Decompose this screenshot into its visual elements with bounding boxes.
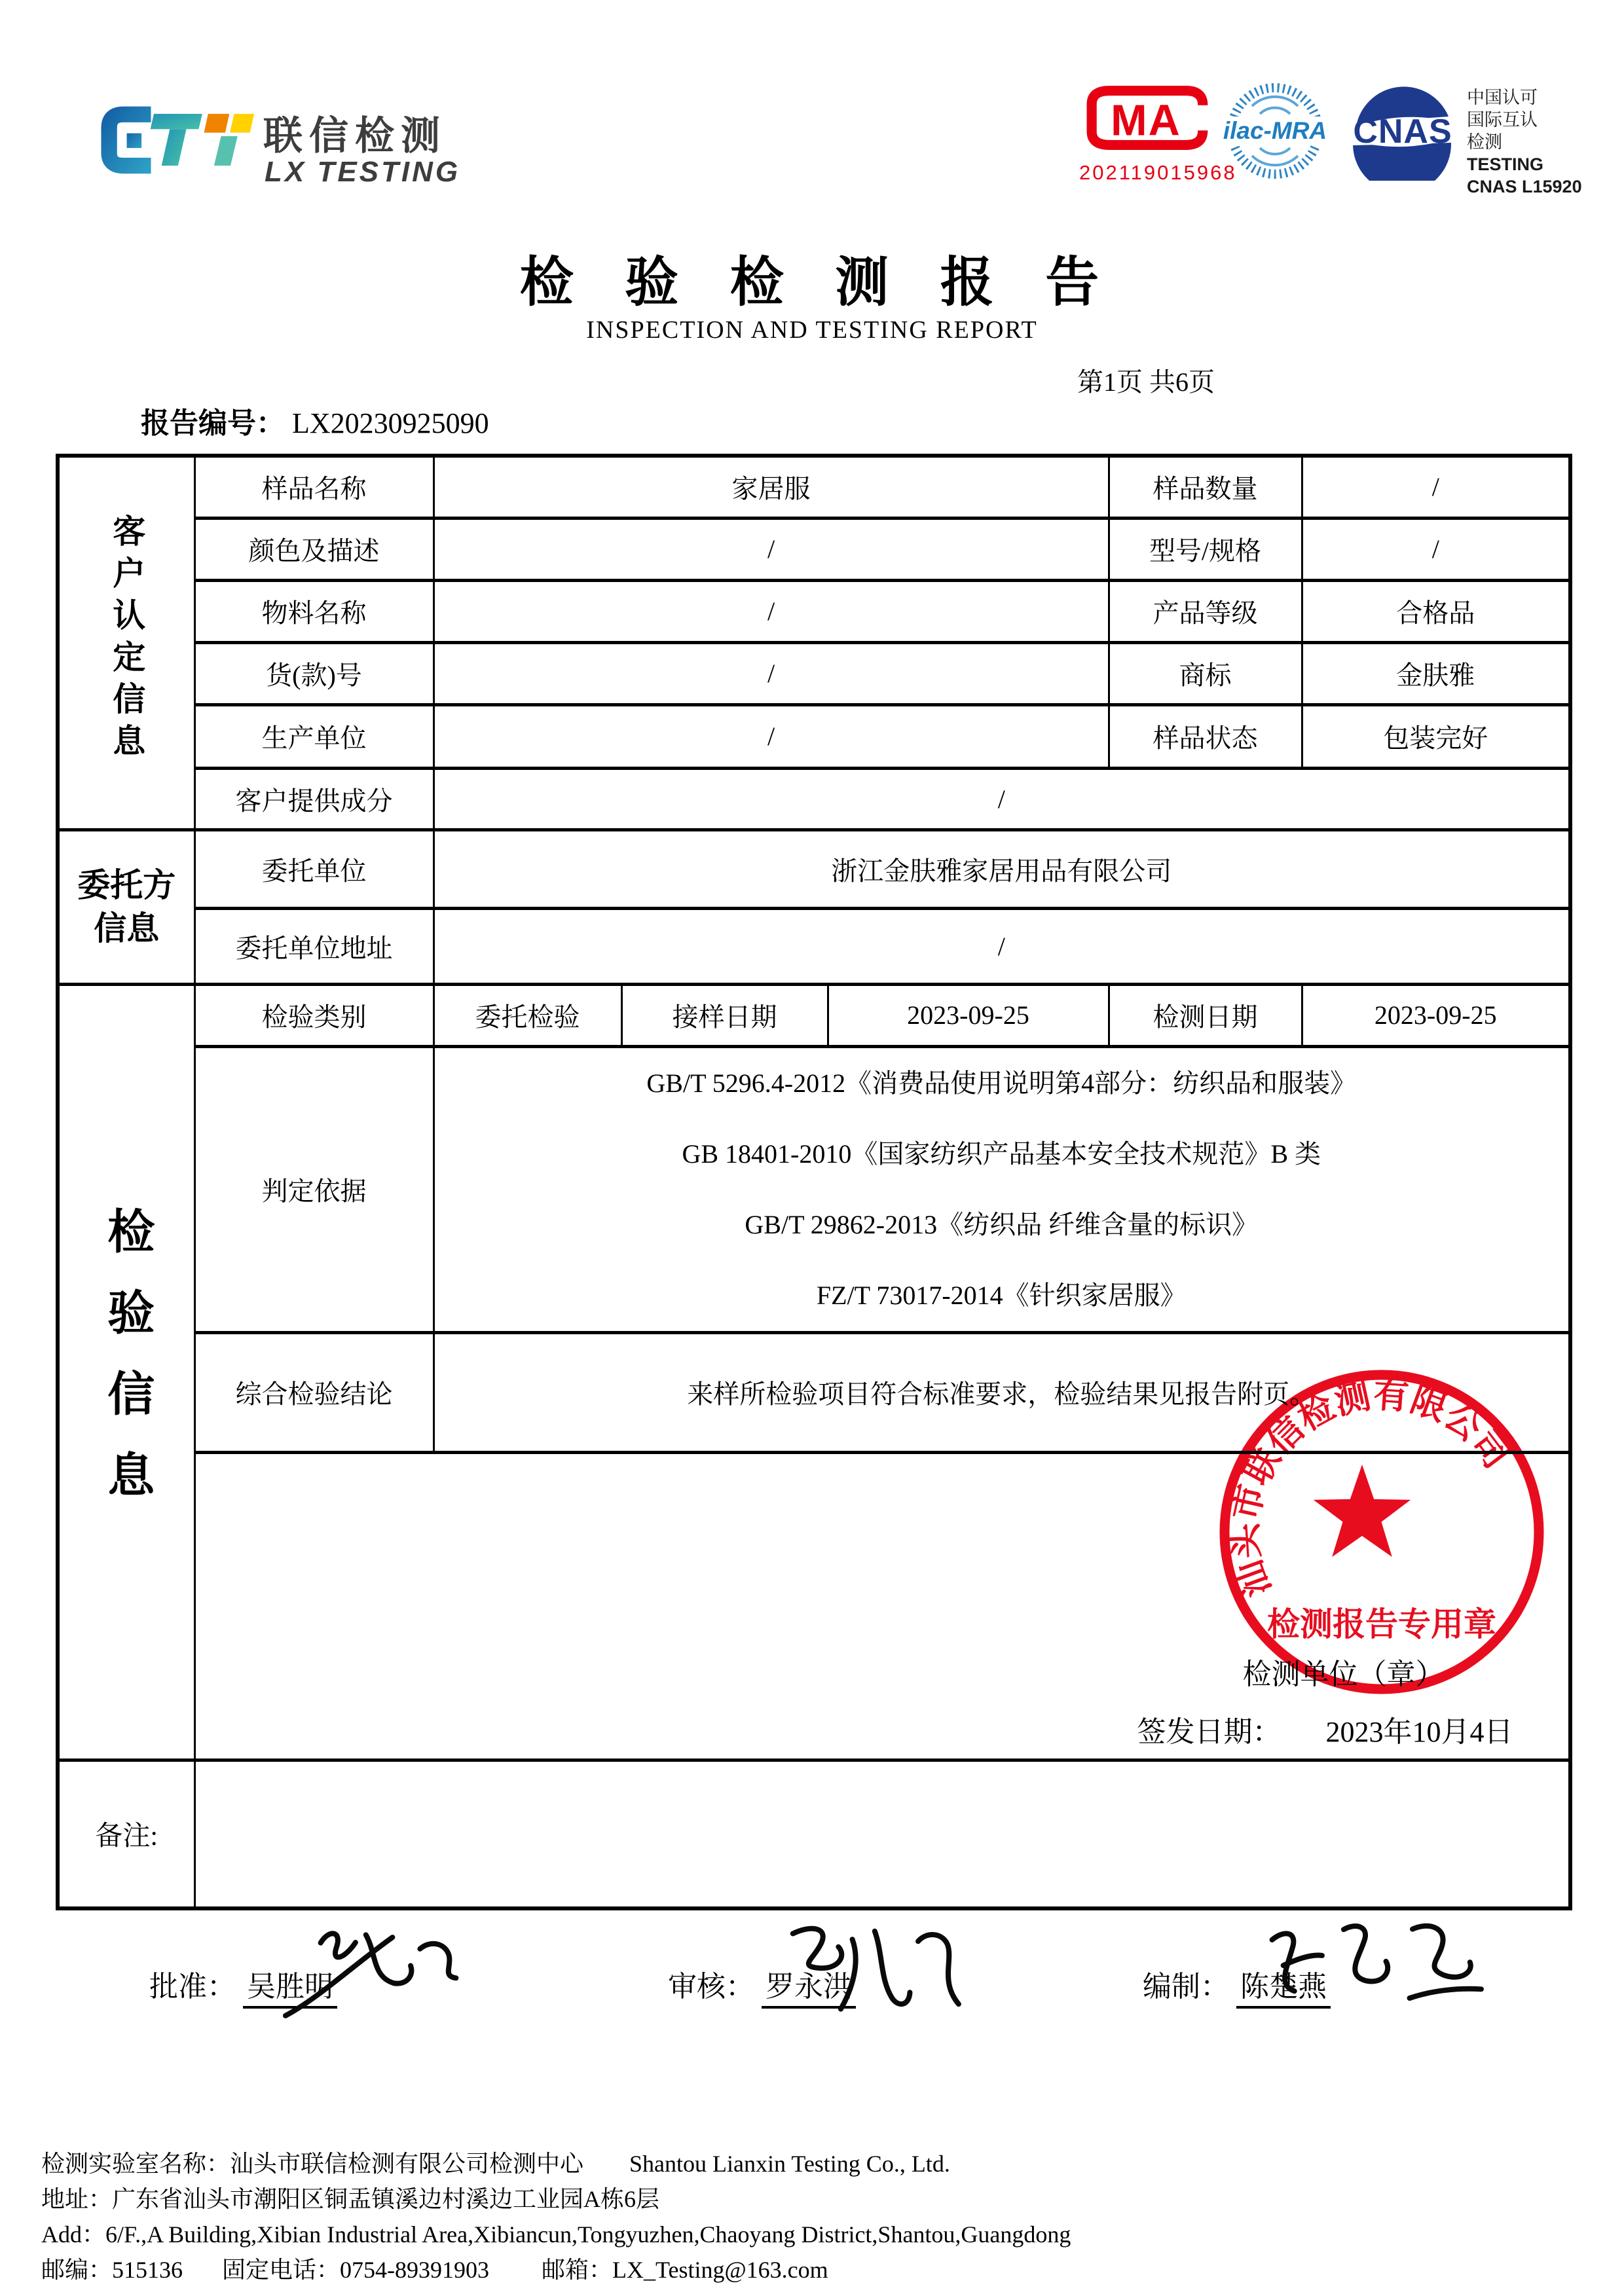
table-row: [58, 984, 1570, 1046]
field-value: 包装完好: [1302, 704, 1570, 768]
table-row: [58, 829, 1570, 908]
footer-contact: [41, 2252, 1071, 2287]
field-label: 产品等级: [1109, 580, 1302, 642]
footer-address-en: Add：6/F.,A Building,Xibian Industrial Area,Xibiancun,Tongyuzhen,Chaoyang District,Shantou,Guangdong: [41, 2221, 1071, 2248]
field-label: 商标: [1109, 642, 1302, 704]
field-value: 2023-09-25: [828, 984, 1109, 1046]
field-value: /: [434, 908, 1570, 984]
cma-number: 202119015968: [1079, 161, 1237, 184]
footer-phone: 固定电话：0754-89391903: [222, 2257, 490, 2283]
table-row: [58, 1760, 1570, 1908]
report-number-value: LX20230925090: [292, 407, 489, 439]
field-value: 金肤雅: [1302, 642, 1570, 704]
table-row: [58, 908, 1570, 984]
group-customer-info: 客户认定信息: [58, 456, 194, 829]
compiler-name: 陈楚燕: [1236, 1963, 1331, 2009]
field-label: 样品数量: [1109, 456, 1302, 518]
field-value: 浙江金肤雅家居用品有限公司: [434, 829, 1570, 908]
footer-zip: 邮编：515136: [41, 2257, 183, 2283]
field-label: 物料名称: [194, 580, 434, 642]
table-row: [58, 518, 1570, 580]
table-row: [58, 768, 1570, 829]
issue-date-value: 2023年10月4日: [1325, 1715, 1513, 1748]
reviewer-label: 审核：: [668, 1971, 754, 2003]
footer-lab-name: 检测实验室名称：汕头市联信检测有限公司检测中心 Shantou Lianxin Testing Co., Ltd.: [41, 2151, 950, 2177]
field-value: 合格品: [1302, 580, 1570, 642]
footer-block: [41, 2146, 1071, 2287]
table-row: [58, 580, 1570, 642]
table-row: [58, 456, 1570, 518]
page-number: 第1页 共6页: [1077, 367, 1215, 397]
field-value: /: [434, 518, 1109, 580]
cnas-mark-icon: [1344, 82, 1462, 181]
ilac-mra-mark-icon: [1223, 80, 1327, 182]
field-label: 客户提供成分: [194, 768, 434, 829]
approver-label: 批准：: [149, 1971, 236, 2003]
field-value: /: [434, 768, 1570, 829]
logo-text-en: LX TESTING: [265, 156, 461, 188]
field-value: 委托检验: [434, 984, 621, 1046]
compiler-label: 编制：: [1143, 1971, 1229, 2003]
field-value: /: [1302, 518, 1570, 580]
field-value: 2023-09-25: [1302, 984, 1570, 1046]
cnas-accreditation-text: 中国认可 国际互认 检测 TESTING CNAS L15920: [1467, 88, 1582, 196]
table-row: [58, 1046, 1570, 1332]
svg-text:汕头市联信检测有限公司: [1225, 1376, 1517, 1602]
company-seal-icon: [1210, 1360, 1553, 1704]
seal-type-text: 检测报告专用章: [1267, 1606, 1496, 1643]
field-value: /: [434, 580, 1109, 642]
field-label: 委托单位地址: [194, 908, 434, 984]
field-label: 检验类别: [194, 984, 434, 1046]
table-row: [58, 642, 1570, 704]
report-number-line: [141, 399, 489, 441]
group-inspection-info: 检验信息: [58, 984, 194, 1760]
field-value: 家居服: [434, 456, 1109, 518]
field-label: 检测日期: [1109, 984, 1302, 1046]
table-row: [58, 704, 1570, 768]
field-label: 委托单位: [194, 829, 434, 908]
remark-value-cell: [194, 1760, 1570, 1908]
footer-email: 邮箱：LX_Testing@163.com: [542, 2257, 828, 2283]
remark-label-cell: 备注:: [58, 1760, 194, 1908]
testing-unit-label: 检测单位（章）: [1242, 1658, 1445, 1690]
svg-text:CNAS: CNAS: [1353, 113, 1452, 151]
lx-testing-logo-icon: [95, 100, 260, 179]
issue-date-label: 签发日期：: [1137, 1715, 1282, 1748]
field-label: 颜色及描述: [194, 518, 434, 580]
approver-signature-icon: [256, 1904, 483, 2044]
footer-address-cn: 地址：广东省汕头市潮阳区铜盂镇溪边村溪边工业园A栋6层: [41, 2186, 659, 2212]
compiler-signature-icon: [1244, 1895, 1500, 2039]
cma-mark-icon: [1082, 82, 1214, 153]
field-label: 型号/规格: [1109, 518, 1302, 580]
logo-text-cn: 联信检测: [263, 114, 447, 158]
seal-company-text: 汕头市联信检测有限公司: [1225, 1375, 1517, 1602]
field-value: /: [434, 704, 1109, 768]
group-client-info: 委托方 信息: [58, 829, 194, 984]
field-value: /: [434, 642, 1109, 704]
report-number-label: 报告编号：: [141, 407, 285, 439]
svg-text:ilac-MRA: ilac-MRA: [1223, 117, 1327, 144]
field-value: /: [1302, 456, 1570, 518]
reviewer-signature-icon: [759, 1901, 989, 2040]
page-title: 检 验 检 测 报 告: [519, 253, 1105, 312]
field-label: 综合检验结论: [194, 1332, 434, 1452]
field-label: 样品名称: [194, 456, 434, 518]
field-label: 判定依据: [194, 1046, 434, 1332]
field-label: 货(款)号: [194, 642, 434, 704]
field-label: 生产单位: [194, 704, 434, 768]
field-label: 接样日期: [621, 984, 828, 1046]
reviewer-name: 罗永洪: [762, 1963, 856, 2009]
svg-text:MA: MA: [1111, 96, 1181, 145]
field-label: 样品状态: [1109, 704, 1302, 768]
judgment-basis: GB/T 5296.4-2012《消费品使用说明第4部分：纺织品和服装》 GB 18401-2010《国家纺织产品基本安全技术规范》B 类 GB/T 29862-2013《纺织品 纤维含量的标识》 FZ/T 73017-2014《针织家居服》: [434, 1046, 1570, 1332]
conclusion-value: 来样所检验项目符合标准要求，检验结果见报告附页。: [434, 1332, 1570, 1452]
approver-name: 吴胜明: [243, 1963, 337, 2009]
page-subtitle: INSPECTION AND TESTING REPORT: [586, 316, 1038, 344]
